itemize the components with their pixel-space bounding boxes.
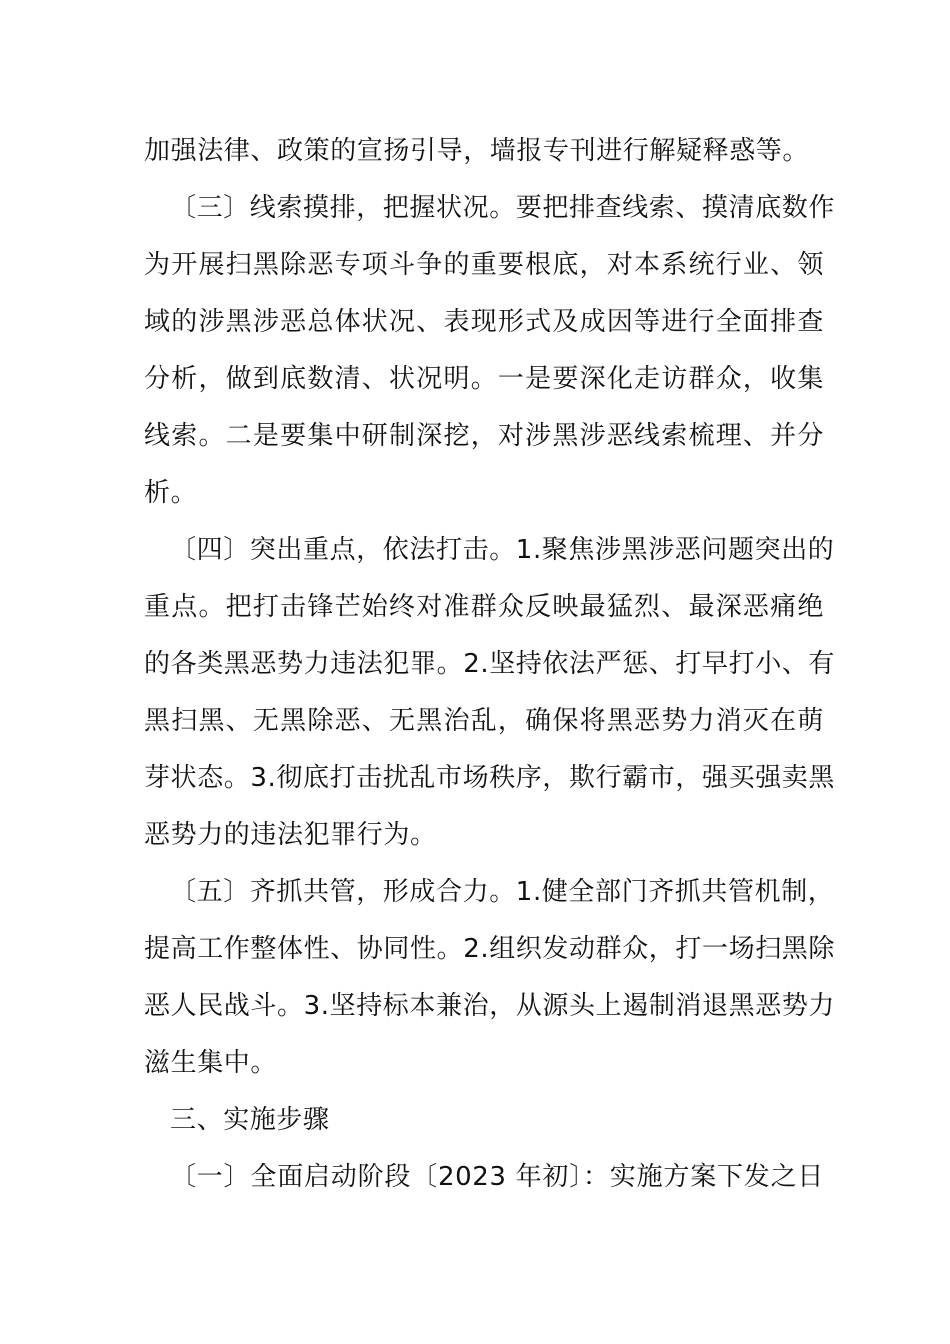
text-line: 恶人民战斗。3.坚持标本兼治，从源头上遏制消退黑恶势力 xyxy=(144,991,836,1021)
text-line: 分析，做到底数清、状况明。一是要深化走访群众，收集 xyxy=(144,364,824,394)
text-line: 〔一〕全面启动阶段〔2023 年初〕：实施方案下发之日 xyxy=(170,1162,824,1192)
section-heading: 三、实施步骤 xyxy=(170,1105,330,1135)
text-line: 〔五〕齐抓共管，形成合力。1.健全部门齐抓共管机制， xyxy=(170,877,835,907)
text-line: 〔四〕突出重点，依法打击。1.聚焦涉黑涉恶问题突出的 xyxy=(170,535,835,565)
text-line: 的各类黑恶势力违法犯罪。2.坚持依法严惩、打早打小、有 xyxy=(144,649,836,679)
text-line: 域的涉黑涉恶总体状况、表现形式及成因等进行全面排查 xyxy=(144,307,824,337)
text-line: 芽状态。3.彻底打击扰乱市场秩序，欺行霸市，强买强卖黑 xyxy=(144,763,836,793)
text-line: 黑扫黑、无黑除恶、无黑治乱，确保将黑恶势力消灭在萌 xyxy=(144,706,824,736)
text-line: 重点。把打击锋芒始终对准群众反映最猛烈、最深恶痛绝 xyxy=(144,592,824,622)
text-line: 恶势力的违法犯罪行为。 xyxy=(144,820,437,850)
text-line: 为开展扫黑除恶专项斗争的重要根底，对本系统行业、领 xyxy=(144,250,824,280)
text-line: 〔三〕线索摸排，把握状况。要把排查线索、摸清底数作 xyxy=(170,193,836,223)
text-line: 析。 xyxy=(144,478,198,508)
text-line: 提高工作整体性、协同性。2.组织发动群众，打一场扫黑除 xyxy=(144,934,836,964)
text-line: 滋生集中。 xyxy=(144,1048,278,1078)
text-line: 加强法律、政策的宣扬引导，墙报专刊进行解疑释惑等。 xyxy=(144,136,810,166)
text-line: 线索。二是要集中研制深挖，对涉黑涉恶线索梳理、并分 xyxy=(144,421,824,451)
